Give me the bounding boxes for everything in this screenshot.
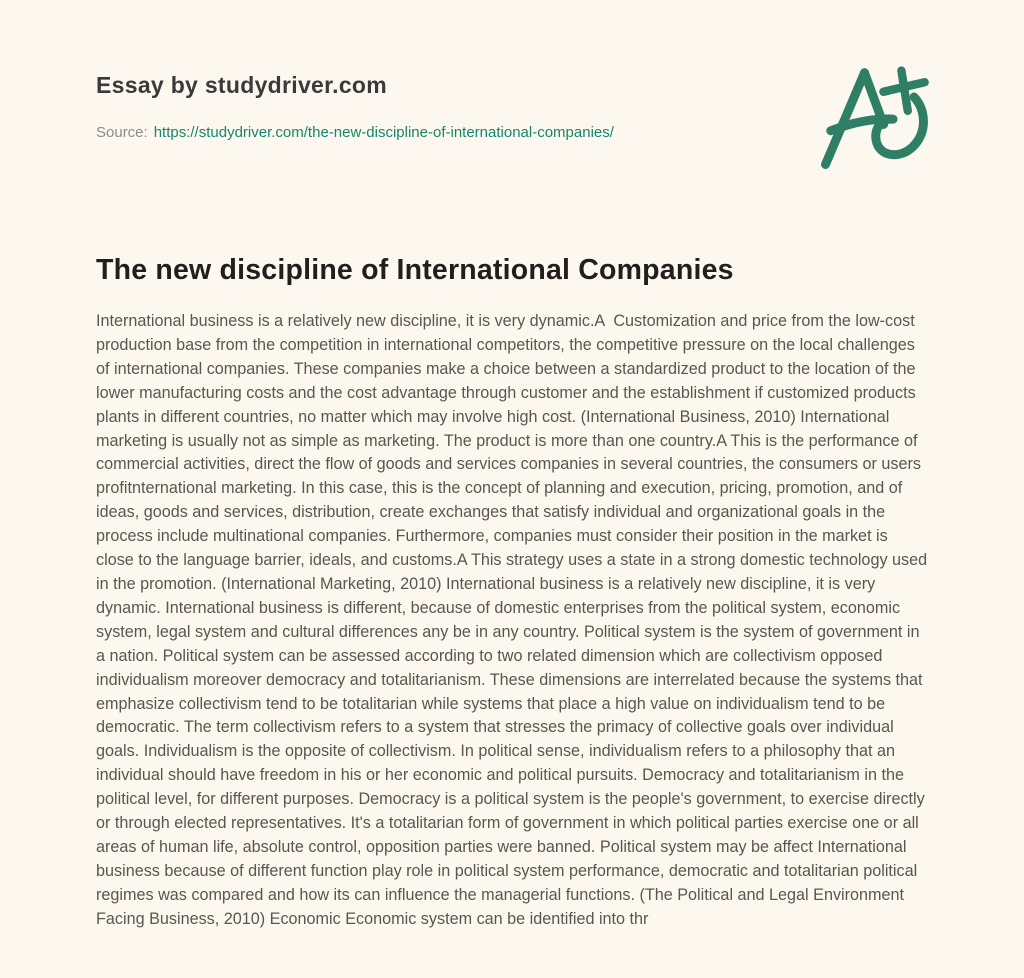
source-link[interactable]: https://studydriver.com/the-new-discipline-of-international-companies/ [153,124,614,141]
a-plus-logo-icon [816,58,932,174]
source-label: Source: [96,124,148,141]
essay-title: The new discipline of International Companies [96,254,734,286]
essay-body-text: International business is a relatively new discipline, it is very dynamic.A Customization and price from the low-cost production base from the competition in international competitors, the competitive pressure on the local challenges of international companies. These companies make a choice between a standardized product to the location of the lower manufacturing costs and the cost advantage through customer and the establishment if customized products plants in different countries, no matter which may involve high cost. (International Business, 2010) International marketing is usually not as simple as marketing. The product is more than one country.A This is the performance of commercial activities, direct the flow of goods and services companies in several countries, the consumers or users profitnternational marketing. In this case, this is the concept of planning and execution, pricing, promotion, and of ideas, goods and services, distribution, create exchanges that satisfy individual and organizational goals in the process include multinational companies. Furthermore, companies must consider their position in the market is close to the language barrier, ideals, and customs.A This strategy uses a state in a strong domestic technology used in the promotion. (International Marketing, 2010) International business is a relatively new discipline, it is very dynamic. International business is different, because of domestic enterprises from the political system, economic system, legal system and cultural differences any be in any country. Political system is the system of government in a nation. Political system can be assessed according to two related dimension which are collectivism opposed individualism moreover democracy and totalitarianism. These dimensions are interrelated because the systems that emphasize collectivism tend to be totalitarian while systems that place a high value on individualism tend to be democratic. The term collectivism refers to a system that stresses the primacy of collective goals over individual goals. Individualism is the opposite of collectivism. In political sense, individualism refers to a philosophy that an individual should have freedom in his or her economic and political pursuits. Democracy and totalitarianism in the political level, for different purposes. Democracy is a political system is the people's government, to exercise directly or through elected representatives. It's a totalitarian form of government in which political parties exercise one or all areas of human life, absolute control, opposition parties were banned. Political system may be affect International business because of different function play role in political system performance, democratic and totalitarian political regimes was compared and how its can influence the managerial functions. (The Political and Legal Environment Facing Business, 2010) Economic Economic system can be identified into thr [96,312,932,928]
source-row [96,124,614,141]
site-header-title: Essay by studydriver.com [96,72,388,98]
